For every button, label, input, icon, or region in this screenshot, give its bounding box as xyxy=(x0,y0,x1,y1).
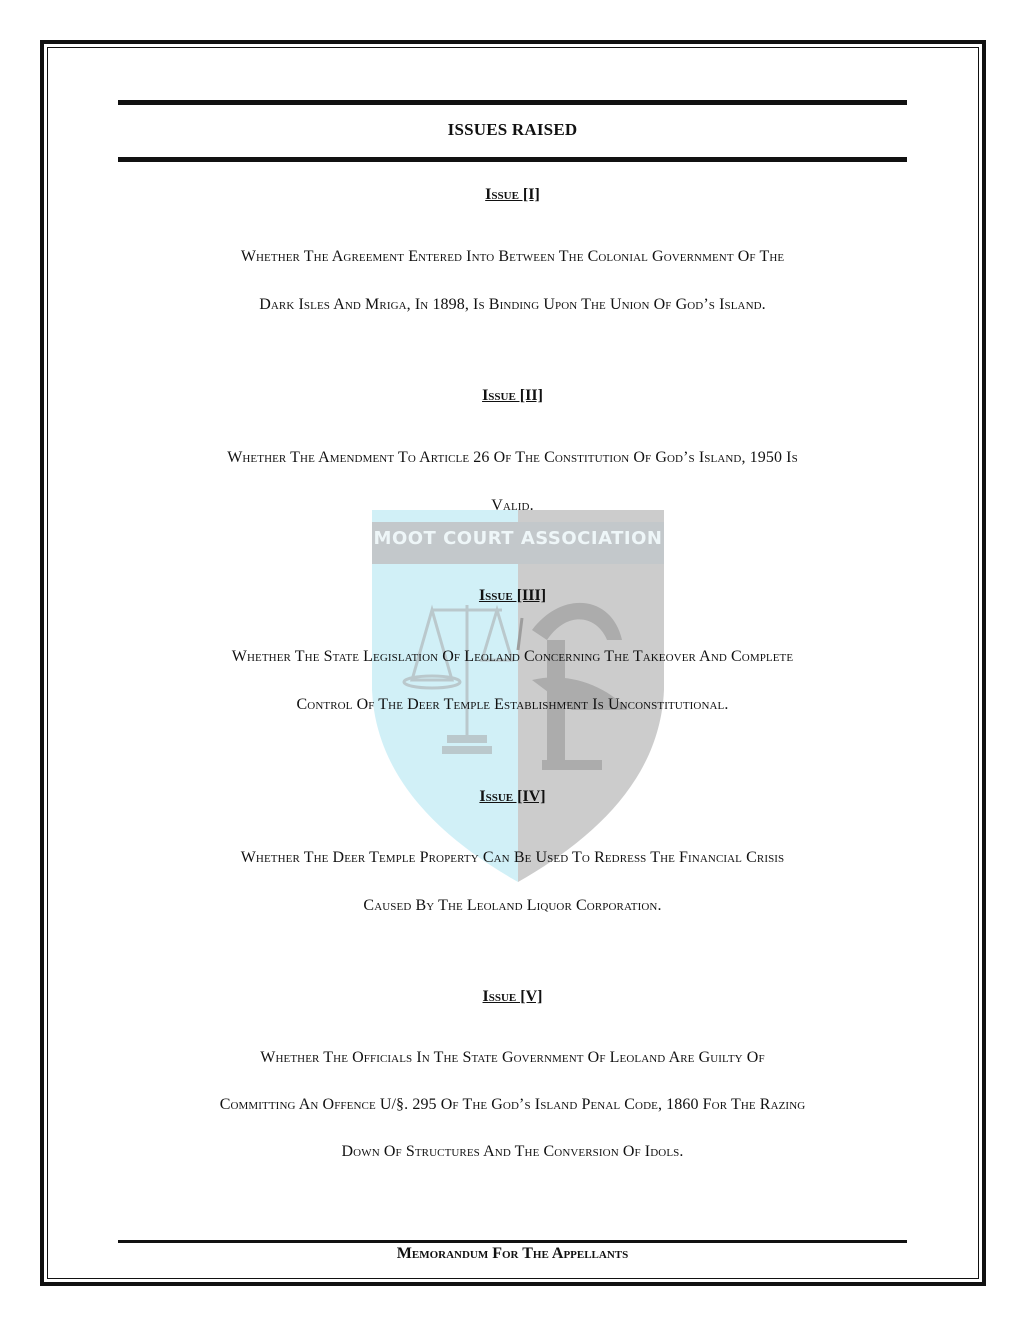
issue-5-line-2: Committing An Offence U/§. 295 Of The God’s Island Penal Code, 1860 For The Razing xyxy=(219,1096,806,1113)
issue-heading-2: Issue [II] xyxy=(482,387,543,404)
issue-3-line-2: Control Of The Deer Temple Establishment Is Unconstitutional. xyxy=(296,696,729,713)
issue-heading-3: Issue [III] xyxy=(478,587,547,604)
header-rule-top xyxy=(118,100,907,105)
issue-3-line-1: Whether The State Legislation Of Leoland Concerning The Takeover And Complete xyxy=(231,648,794,665)
issue-5-line-1: Whether The Officials In The State Government Of Leoland Are Guilty Of xyxy=(260,1049,765,1066)
issue-2-line-2: Valid. xyxy=(491,497,534,514)
issue-1-line-2: Dark Isles And Mriga, In 1898, Is Binding Upon The Union Of God’s Island. xyxy=(259,296,766,313)
issue-4-line-2: Caused By The Leoland Liquor Corporation. xyxy=(363,897,662,914)
issue-2-line-1: Whether The Amendment To Article 26 Of The Constitution Of God’s Island, 1950 Is xyxy=(227,449,798,466)
issue-heading-5: Issue [V] xyxy=(482,988,543,1005)
issue-heading-1: Issue [I] xyxy=(485,186,540,203)
footer-text: Memorandum For The Appellants xyxy=(396,1245,629,1262)
header-rule-bottom xyxy=(118,157,907,162)
issue-heading-4: Issue [IV] xyxy=(479,788,546,805)
issue-4-line-1: Whether The Deer Temple Property Can Be Used To Redress The Financial Crisis xyxy=(240,849,785,866)
page-title: ISSUES RAISED xyxy=(447,120,578,139)
watermark-text: MOOT COURT ASSOCIATION xyxy=(373,528,663,549)
footer-rule xyxy=(118,1240,907,1243)
issue-5-line-3: Down Of Structures And The Conversion Of Idols. xyxy=(341,1143,684,1160)
issue-1-line-1: Whether The Agreement Entered Into Between The Colonial Government Of The xyxy=(240,248,785,265)
